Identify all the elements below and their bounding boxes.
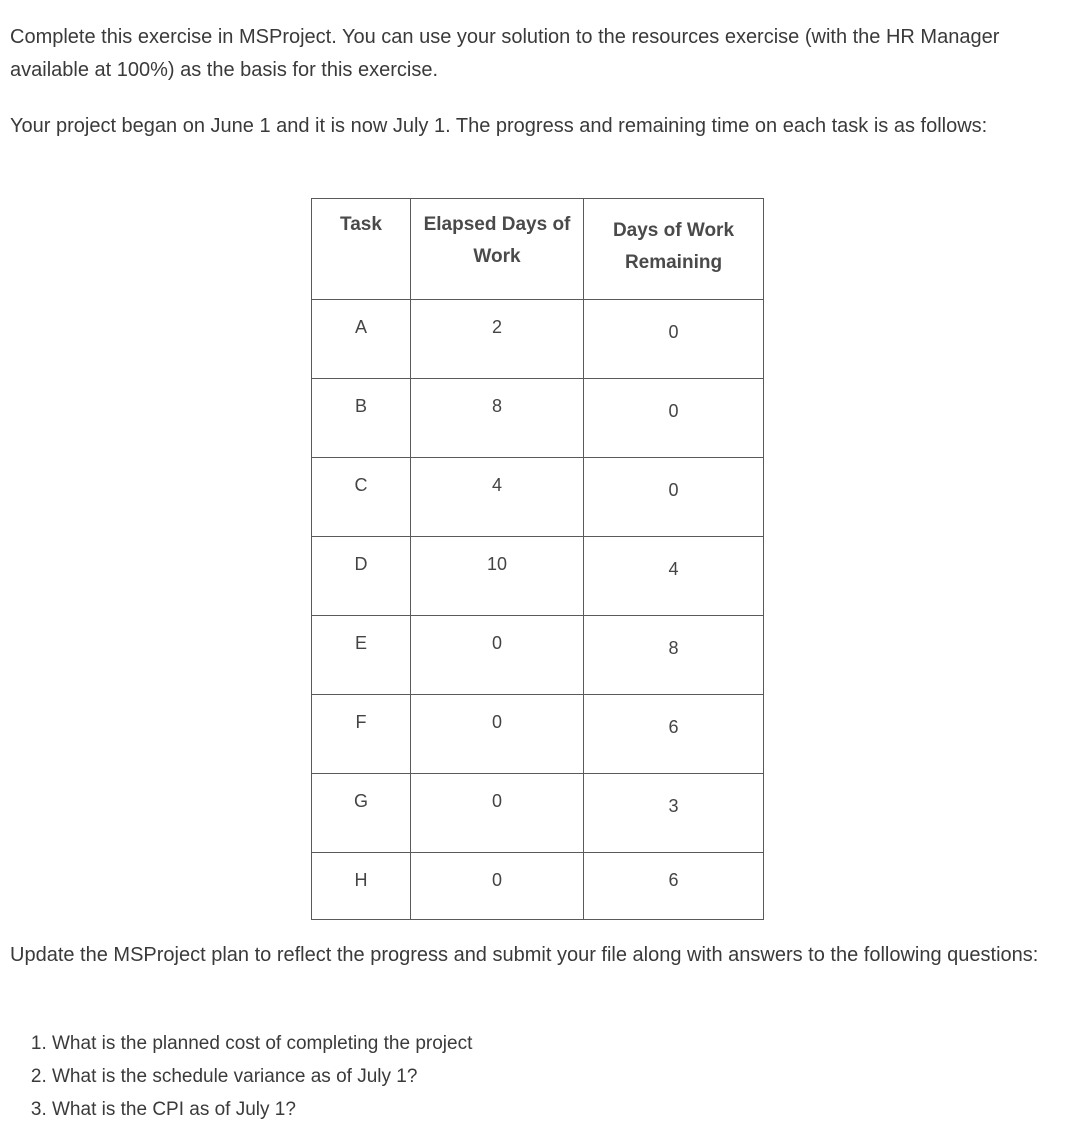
intro-paragraph-2: Your project began on June 1 and it is now July 1. The progress and remaining time on each task is as follows: [10,115,988,137]
question-item: 3. What is the CPI as of July 1? [52,1093,472,1126]
header-task: Task [312,199,411,300]
remaining-cell: 0 [584,379,764,458]
elapsed-cell: 10 [411,537,584,616]
table-row [312,379,764,458]
remaining-cell: 8 [584,616,764,695]
table-header-row [312,199,764,300]
questions-list [30,1027,472,1126]
task-cell: G [312,774,411,853]
elapsed-cell: 0 [411,774,584,853]
task-cell: A [312,300,411,379]
table-row [312,695,764,774]
elapsed-cell: 0 [411,853,584,920]
remaining-cell: 6 [584,853,764,920]
elapsed-cell: 2 [411,300,584,379]
task-cell: H [312,853,411,920]
remaining-cell: 0 [584,300,764,379]
header-days-remaining: Days of Work Remaining [584,199,764,300]
table-row [312,774,764,853]
table-row [312,300,764,379]
task-cell: E [312,616,411,695]
elapsed-cell: 0 [411,616,584,695]
intro-paragraph-1: Complete this exercise in MSProject. You can use your solution to the resources exercise (with the HR Manager available at 100%) as the basis for this exercise. [10,26,1000,81]
table-row [312,853,764,920]
question-item: 1. What is the planned cost of completing the project [52,1027,472,1060]
table-row [312,458,764,537]
elapsed-cell: 4 [411,458,584,537]
table-row [312,616,764,695]
instructions-paragraph: Update the MSProject plan to reflect the progress and submit your file along with answers to the following questions: [10,944,1039,966]
task-cell: C [312,458,411,537]
remaining-cell: 0 [584,458,764,537]
progress-table [311,198,764,920]
table-row [312,537,764,616]
header-elapsed-days: Elapsed Days of Work [411,199,584,300]
remaining-cell: 6 [584,695,764,774]
task-cell: F [312,695,411,774]
task-cell: B [312,379,411,458]
task-cell: D [312,537,411,616]
remaining-cell: 4 [584,537,764,616]
question-item: 2. What is the schedule variance as of July 1? [52,1060,472,1093]
remaining-cell: 3 [584,774,764,853]
elapsed-cell: 0 [411,695,584,774]
elapsed-cell: 8 [411,379,584,458]
